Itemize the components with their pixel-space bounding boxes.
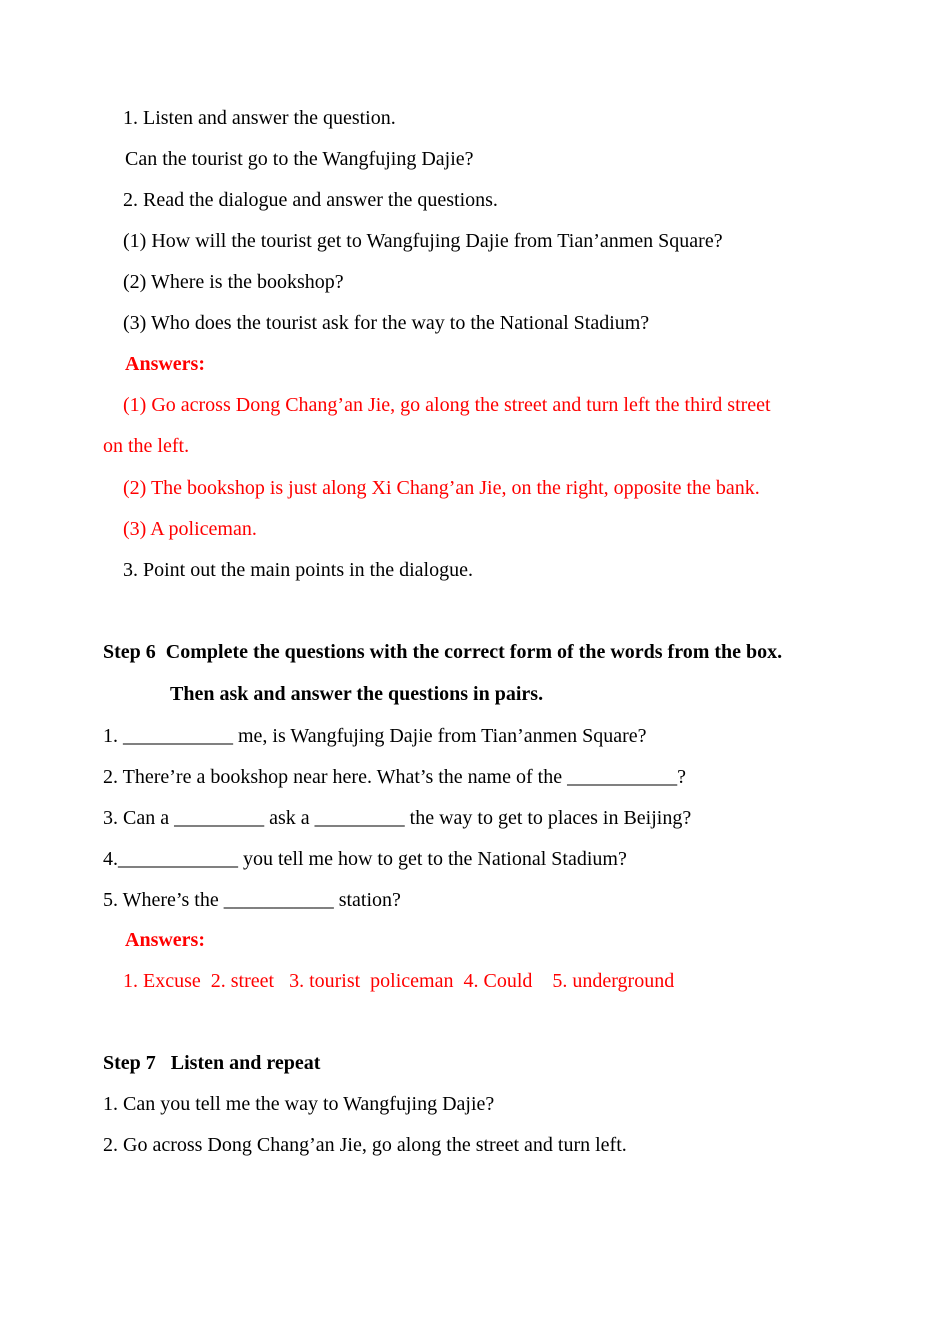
step6-answers-label: Answers: xyxy=(125,929,205,951)
step6-item-3: 3. Can a _________ ask a _________ the way to get to places in Beijing? xyxy=(103,807,692,829)
question-1-text: Can the tourist go to the Wangfujing Dajie? xyxy=(125,148,474,170)
answer-3: (3) A policeman. xyxy=(123,518,257,540)
sub-question-3: (3) Who does the tourist ask for the way to the National Stadium? xyxy=(123,312,650,334)
step6-answers: 1. Excuse 2. street 3. tourist policeman 4. Could 5. underground xyxy=(123,970,675,992)
step6-heading-continued: Then ask and answer the questions in pairs. xyxy=(170,683,544,705)
step7-heading: Step 7 Listen and repeat xyxy=(103,1052,321,1074)
step6-heading: Step 6 Complete the questions with the correct form of the words from the box. xyxy=(103,641,783,663)
answer-1-continued: on the left. xyxy=(103,435,190,457)
step6-item-5: 5. Where’s the ___________ station? xyxy=(103,889,401,911)
step7-item-1: 1. Can you tell me the way to Wangfujing Dajie? xyxy=(103,1093,495,1115)
question-3: 3. Point out the main points in the dialogue. xyxy=(123,559,473,581)
step6-item-4: 4.____________ you tell me how to get to the National Stadium? xyxy=(103,848,627,870)
step6-item-1: 1. ___________ me, is Wangfujing Dajie from Tian’anmen Square? xyxy=(103,725,647,747)
step7-item-2: 2. Go across Dong Chang’an Jie, go along the street and turn left. xyxy=(103,1134,627,1156)
question-1: 1. Listen and answer the question. xyxy=(123,107,396,129)
answer-1: (1) Go across Dong Chang’an Jie, go along the street and turn left the third street xyxy=(123,394,771,416)
answers-label: Answers: xyxy=(125,353,205,375)
step6-item-2: 2. There’re a bookshop near here. What’s the name of the ___________? xyxy=(103,766,686,788)
sub-question-2: (2) Where is the bookshop? xyxy=(123,271,344,293)
question-2: 2. Read the dialogue and answer the questions. xyxy=(123,189,498,211)
answer-2: (2) The bookshop is just along Xi Chang’an Jie, on the right, opposite the bank. xyxy=(123,477,760,499)
sub-question-1: (1) How will the tourist get to Wangfujing Dajie from Tian’anmen Square? xyxy=(123,230,723,252)
